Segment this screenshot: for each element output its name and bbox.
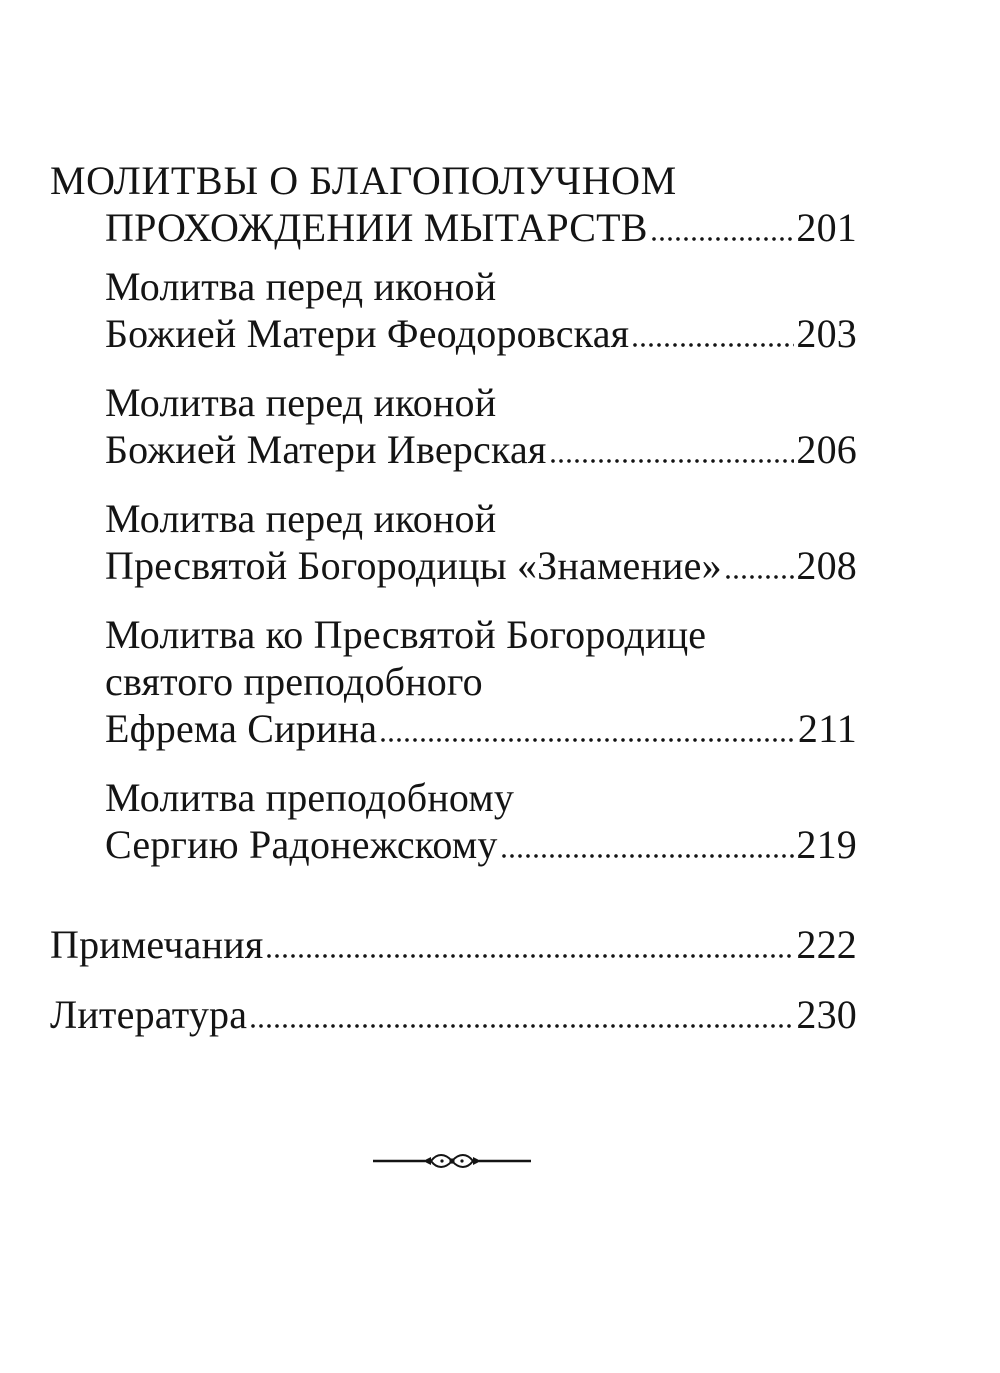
toc-backmatter-notes[interactable] — [50, 920, 857, 970]
toc-item[interactable] — [105, 309, 857, 359]
dot-leader — [500, 829, 795, 859]
toc-item-line1: Молитва перед иконой — [105, 380, 497, 425]
toc-item-line1: Молитва перед иконой — [105, 264, 497, 309]
page-number: 219 — [796, 822, 857, 867]
dot-leader — [631, 318, 794, 348]
toc-item-line1: Молитва ко Пресвятой Богородице — [105, 612, 707, 657]
toc-item[interactable] — [105, 541, 857, 591]
page-number: 230 — [796, 992, 857, 1037]
toc-item-line2: Сергию Радонежскому — [105, 822, 498, 867]
section-title-line1: МОЛИТВЫ О БЛАГОПОЛУЧНОМ — [50, 158, 677, 203]
toc-item-line1: Молитва перед иконой — [105, 496, 497, 541]
toc-item-line2: Божией Матери Иверская — [105, 427, 547, 472]
page-number: 203 — [796, 311, 857, 356]
dot-leader — [549, 434, 795, 464]
backmatter-title: Литература — [50, 992, 248, 1037]
page-number: 222 — [796, 922, 857, 967]
dot-leader — [379, 713, 796, 743]
toc-item[interactable] — [105, 820, 857, 870]
toc-item-line1: Молитва преподобному — [105, 775, 515, 820]
toc-item[interactable] — [105, 425, 857, 475]
page-number: 211 — [797, 706, 857, 751]
page-number: 206 — [796, 427, 857, 472]
page-number: 201 — [796, 205, 857, 250]
backmatter-title: Примечания — [50, 922, 264, 967]
toc-item-line2: святого преподобного — [105, 659, 483, 704]
page-number: 208 — [796, 543, 857, 588]
dot-leader — [724, 550, 795, 580]
toc-item-line2: Божией Матери Феодоровская — [105, 311, 630, 356]
dot-leader — [265, 929, 794, 959]
dot-leader — [249, 999, 794, 1029]
toc-item[interactable] — [105, 704, 857, 754]
section-title-line2: ПРОХОЖДЕНИИ МЫТАРСТВ — [105, 205, 648, 250]
section-entry[interactable] — [105, 203, 857, 253]
toc-backmatter-literature[interactable] — [50, 990, 857, 1040]
toc-item-line3: Ефрема Сирина — [105, 706, 378, 751]
dot-leader — [650, 212, 795, 242]
toc-item-line2: Пресвятой Богородицы «Знамение» — [105, 543, 722, 588]
divider-flourish-icon — [373, 1148, 531, 1174]
